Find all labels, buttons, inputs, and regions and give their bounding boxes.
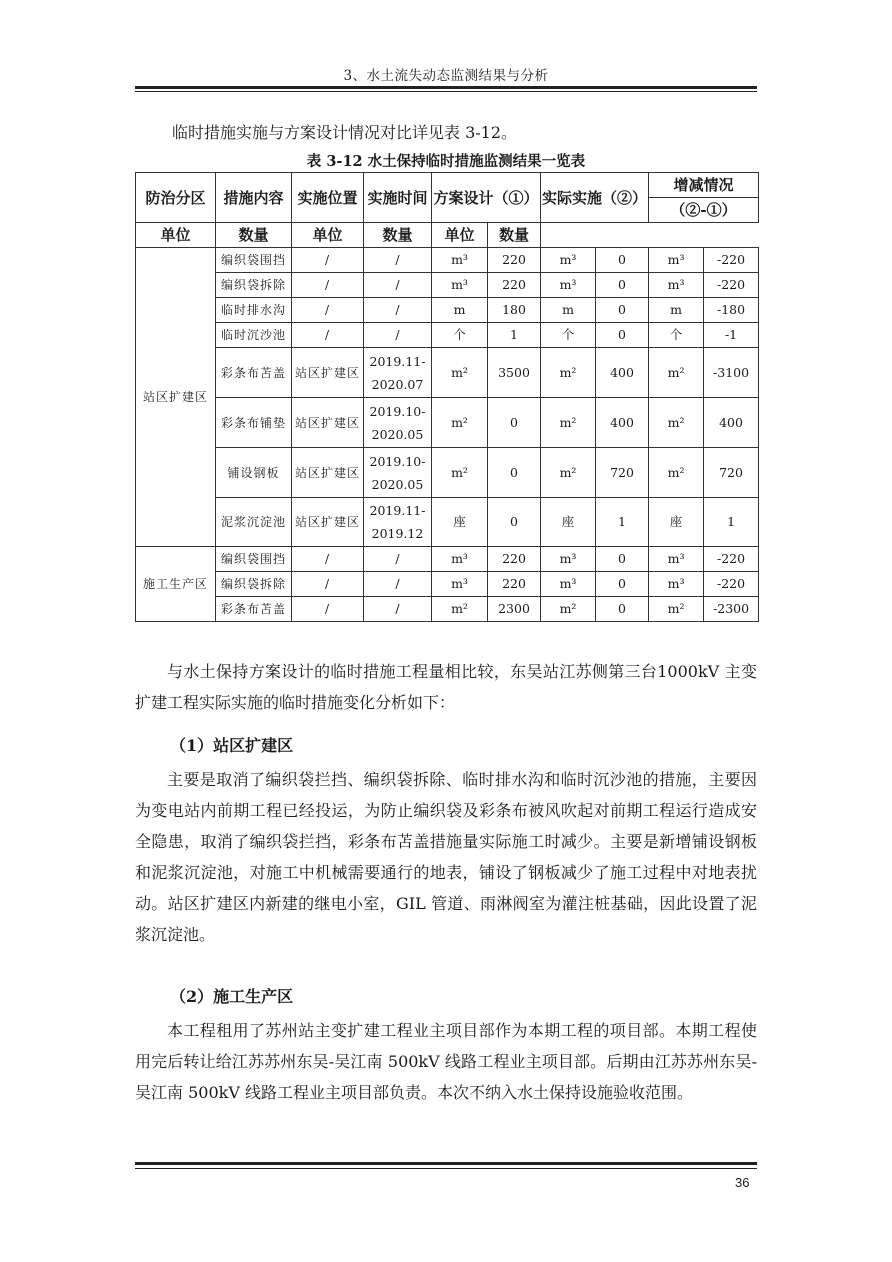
- change-qty-cell: -1: [704, 323, 759, 348]
- time-cell: /: [364, 323, 432, 348]
- th-design: 方案设计（①）: [432, 173, 541, 223]
- change-qty-cell: 1: [704, 498, 759, 547]
- time-end: 2019.12: [371, 526, 424, 541]
- design-unit-cell: m³: [432, 572, 488, 597]
- zone-cell: 站区扩建区: [136, 248, 216, 547]
- measure-cell: 彩条布苫盖: [216, 348, 292, 398]
- th-time: 实施时间: [364, 173, 432, 223]
- location-cell: /: [292, 298, 364, 323]
- location-cell: 站区扩建区: [292, 448, 364, 498]
- measure-cell: 彩条布铺垫: [216, 398, 292, 448]
- design-qty-cell: 0: [488, 398, 541, 448]
- th-unit: 单位: [432, 223, 488, 248]
- change-qty-cell: -180: [704, 298, 759, 323]
- location-cell: 站区扩建区: [292, 398, 364, 448]
- table-row: [136, 323, 759, 348]
- zone-cell: 施工生产区: [136, 547, 216, 622]
- design-qty-cell: 2300: [488, 597, 541, 622]
- change-qty-cell: -2300: [704, 597, 759, 622]
- table-row: [136, 298, 759, 323]
- table-row: [136, 498, 759, 547]
- change-unit-cell: m³: [649, 547, 704, 572]
- header-rule-thin: [135, 91, 757, 92]
- change-unit-cell: 座: [649, 498, 704, 547]
- table-row: [136, 273, 759, 298]
- actual-qty-cell: 400: [596, 348, 649, 398]
- actual-qty-cell: 720: [596, 448, 649, 498]
- actual-qty-cell: 0: [596, 323, 649, 348]
- design-qty-cell: 0: [488, 498, 541, 547]
- actual-unit-cell: m³: [541, 248, 596, 273]
- location-cell: /: [292, 273, 364, 298]
- footer-rule-thin: [135, 1168, 757, 1169]
- time-cell: [364, 448, 432, 498]
- design-qty-cell: 220: [488, 273, 541, 298]
- actual-unit-cell: m²: [541, 448, 596, 498]
- actual-qty-cell: 0: [596, 597, 649, 622]
- time-end: 2020.05: [371, 476, 424, 492]
- design-qty-cell: 220: [488, 547, 541, 572]
- table-row: [136, 572, 759, 597]
- time-start: 2019.11-: [369, 503, 426, 518]
- design-unit-cell: m³: [432, 547, 488, 572]
- actual-qty-cell: 400: [596, 398, 649, 448]
- paragraph-construction: 本工程租用了苏州站主变扩建工程业主项目部作为本期工程的项目部。本期工程使用完后转让给江苏苏州东吴-吴江南 500kV 线路工程业主项目部。后期由江苏苏州东吴-吴江南 500kV 线路工程业主项目部负责。本次不纳入水土保持设施验收范围。: [135, 1021, 757, 1102]
- table-row: [136, 547, 759, 572]
- time-start: 2019.11-: [369, 353, 426, 369]
- th-unit: 单位: [292, 223, 364, 248]
- location-cell: /: [292, 547, 364, 572]
- time-cell: [364, 348, 432, 398]
- time-start: 2019.10-: [369, 453, 426, 469]
- design-qty-cell: 180: [488, 298, 541, 323]
- location-cell: /: [292, 597, 364, 622]
- th-location: 实施位置: [292, 173, 364, 223]
- change-unit-cell: m²: [649, 348, 704, 398]
- subheading-construction: （2）施工生产区: [170, 987, 294, 1006]
- header-rule-thick: [135, 86, 757, 89]
- intro-text: 临时措施实施与方案设计情况对比详见表 3-12。: [172, 123, 518, 142]
- actual-unit-cell: 个: [541, 323, 596, 348]
- th-zone: 防治分区: [136, 173, 216, 223]
- th-measure: 措施内容: [216, 173, 292, 223]
- actual-unit-cell: m²: [541, 348, 596, 398]
- time-cell: /: [364, 298, 432, 323]
- design-unit-cell: m²: [432, 597, 488, 622]
- time-cell: /: [364, 547, 432, 572]
- actual-unit-cell: m³: [541, 572, 596, 597]
- page-number: 36: [735, 1175, 750, 1190]
- actual-unit-cell: 座: [541, 498, 596, 547]
- time-start: 2019.10-: [369, 403, 426, 419]
- page-header: 3、水土流失动态监测结果与分析: [343, 68, 549, 84]
- measure-cell: 泥浆沉淀池: [216, 498, 292, 547]
- design-unit-cell: m: [432, 298, 488, 323]
- location-cell: 站区扩建区: [292, 348, 364, 398]
- table-caption: 表 3-12 水土保持临时措施监测结果一览表: [306, 153, 586, 170]
- time-cell: [364, 398, 432, 448]
- design-qty-cell: 220: [488, 248, 541, 273]
- actual-unit-cell: m²: [541, 597, 596, 622]
- actual-unit-cell: m³: [541, 547, 596, 572]
- time-cell: /: [364, 597, 432, 622]
- time-cell: [364, 498, 432, 547]
- design-unit-cell: m²: [432, 398, 488, 448]
- change-qty-cell: -220: [704, 572, 759, 597]
- change-unit-cell: m²: [649, 448, 704, 498]
- change-unit-cell: m²: [649, 398, 704, 448]
- th-actual: 实际实施（②）: [541, 173, 649, 223]
- change-unit-cell: m: [649, 298, 704, 323]
- actual-qty-cell: 0: [596, 248, 649, 273]
- actual-qty-cell: 0: [596, 572, 649, 597]
- time-end: 2020.07: [371, 376, 424, 392]
- design-unit-cell: m²: [432, 448, 488, 498]
- design-unit-cell: 座: [432, 498, 488, 547]
- time-cell: /: [364, 248, 432, 273]
- actual-qty-cell: 0: [596, 273, 649, 298]
- change-qty-cell: -220: [704, 248, 759, 273]
- design-qty-cell: 1: [488, 323, 541, 348]
- th-qty: 数量: [488, 223, 541, 248]
- change-unit-cell: m³: [649, 572, 704, 597]
- table-row: [136, 398, 759, 448]
- actual-unit-cell: m: [541, 298, 596, 323]
- location-cell: /: [292, 323, 364, 348]
- actual-unit-cell: m²: [541, 398, 596, 448]
- design-unit-cell: m²: [432, 348, 488, 398]
- measure-cell: 编织袋拆除: [216, 572, 292, 597]
- change-unit-cell: 个: [649, 323, 704, 348]
- th-qty: 数量: [216, 223, 292, 248]
- measure-cell: 彩条布苫盖: [216, 597, 292, 622]
- change-qty-cell: -220: [704, 273, 759, 298]
- change-unit-cell: m²: [649, 597, 704, 622]
- measure-cell: 编织袋围挡: [216, 547, 292, 572]
- location-cell: /: [292, 248, 364, 273]
- location-cell: 站区扩建区: [292, 498, 364, 547]
- design-qty-cell: 3500: [488, 348, 541, 398]
- measure-cell: 临时排水沟: [216, 298, 292, 323]
- table-row: [136, 248, 759, 273]
- change-unit-cell: m³: [649, 248, 704, 273]
- actual-qty-cell: 0: [596, 547, 649, 572]
- actual-qty-cell: 0: [596, 298, 649, 323]
- location-cell: /: [292, 572, 364, 597]
- design-unit-cell: 个: [432, 323, 488, 348]
- measure-cell: 临时沉沙池: [216, 323, 292, 348]
- design-unit-cell: m³: [432, 273, 488, 298]
- paragraph-station: 主要是取消了编织袋拦挡、编织袋拆除、临时排水沟和临时沉沙池的措施，主要因为变电站内前期工程已经投运，为防止编织袋及彩条布被风吹起对前期工程运行造成安全隐患，取消了编织袋拦挡，彩条布苫盖措施量实际施工时减少。主要是新增铺设钢板和泥浆沉淀池，对施工中机械需要通行的地表，铺设了钢板减少了施工过程中对地表扰动。站区扩建区内新建的继电小室，GIL 管道、雨淋阀室为灌注桩基础，因此设置了泥浆沉淀池。: [135, 770, 757, 944]
- subheading-station: （1）站区扩建区: [170, 736, 294, 755]
- measure-cell: 编织袋围挡: [216, 248, 292, 273]
- measure-cell: 铺设钢板: [216, 448, 292, 498]
- actual-unit-cell: m³: [541, 273, 596, 298]
- table-row: [136, 348, 759, 398]
- time-cell: /: [364, 273, 432, 298]
- change-qty-cell: 720: [704, 448, 759, 498]
- table-row: [136, 448, 759, 498]
- measures-table: [135, 172, 759, 622]
- paragraph-comparison: 与水土保持方案设计的临时措施工程量相比较，东吴站江苏侧第三台1000kV 主变扩建工程实际实施的临时措施变化分析如下：: [135, 662, 757, 712]
- design-qty-cell: 0: [488, 448, 541, 498]
- change-unit-cell: m³: [649, 273, 704, 298]
- th-qty: 数量: [364, 223, 432, 248]
- time-end: 2020.05: [371, 426, 424, 442]
- th-unit: 单位: [136, 223, 216, 248]
- footer-rule-thick: [135, 1162, 757, 1165]
- measure-cell: 编织袋拆除: [216, 273, 292, 298]
- change-qty-cell: 400: [704, 398, 759, 448]
- change-qty-cell: -220: [704, 547, 759, 572]
- actual-qty-cell: 1: [596, 498, 649, 547]
- table-row: [136, 597, 759, 622]
- time-cell: /: [364, 572, 432, 597]
- th-change: 增减情况: [649, 173, 759, 198]
- design-unit-cell: m³: [432, 248, 488, 273]
- change-qty-cell: -3100: [704, 348, 759, 398]
- design-qty-cell: 220: [488, 572, 541, 597]
- th-change-sub: （②-①）: [649, 198, 759, 223]
